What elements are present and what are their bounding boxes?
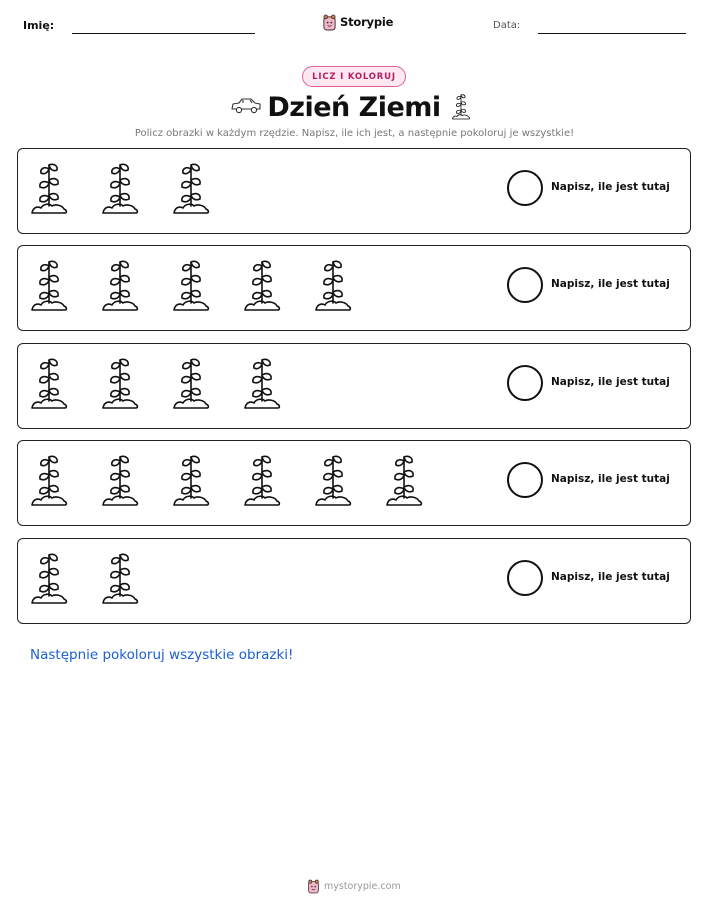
sprout-icon <box>29 356 69 412</box>
sprout-icon <box>384 453 424 509</box>
sprout-icon <box>29 258 69 314</box>
sprout-icon <box>100 356 140 412</box>
sprout-icon <box>29 453 69 509</box>
answer-circle[interactable] <box>507 462 543 498</box>
mascot-icon <box>322 14 337 31</box>
sprout-icon <box>242 356 282 412</box>
sprout-icon <box>313 453 353 509</box>
answer-circle[interactable] <box>507 170 543 206</box>
sprout-icon <box>171 453 211 509</box>
sprout-icon <box>313 258 353 314</box>
instructions: Policz obrazki w każdym rzędzie. Napisz, ile ich jest, a następnie pokoloruj je wszystkie! <box>134 128 575 139</box>
sprout-icon <box>242 258 282 314</box>
sprout-icon <box>100 161 140 217</box>
coloring-instruction: Następnie pokoloruj wszystkie obrazki! <box>30 647 294 663</box>
sprout-icon <box>100 258 140 314</box>
count-row <box>17 538 691 624</box>
sprout-icon <box>171 356 211 412</box>
count-row <box>17 148 691 234</box>
activity-badge: LICZ I KOLORUJ <box>302 66 406 87</box>
mascot-icon <box>307 879 320 894</box>
count-row <box>17 440 691 526</box>
sprout-icon <box>451 93 471 121</box>
count-row <box>17 245 691 331</box>
answer-label: Napisz, ile jest tutaj <box>551 571 670 583</box>
sprout-icon <box>242 453 282 509</box>
sprout-icon <box>29 161 69 217</box>
date-label: Data: <box>493 20 521 31</box>
footer <box>307 879 401 894</box>
sprout-icon <box>171 161 211 217</box>
brand-logo <box>322 12 393 32</box>
sprout-icon <box>100 453 140 509</box>
answer-label: Napisz, ile jest tutaj <box>551 473 670 485</box>
sprout-icon <box>171 258 211 314</box>
sprout-icon <box>100 551 140 607</box>
date-field-line[interactable] <box>538 33 686 34</box>
answer-label: Napisz, ile jest tutaj <box>551 181 670 193</box>
name-label: Imię: <box>23 19 55 32</box>
sprout-icon <box>29 551 69 607</box>
name-field-line[interactable] <box>72 33 255 34</box>
answer-circle[interactable] <box>507 560 543 596</box>
answer-circle[interactable] <box>507 267 543 303</box>
answer-circle[interactable] <box>507 365 543 401</box>
count-row <box>17 343 691 429</box>
page-title: Dzień Ziemi <box>267 92 441 123</box>
answer-label: Napisz, ile jest tutaj <box>551 278 670 290</box>
footer-url: mystorypie.com <box>324 881 401 892</box>
brand-name: Storypie <box>340 15 394 29</box>
answer-label: Napisz, ile jest tutaj <box>551 376 670 388</box>
